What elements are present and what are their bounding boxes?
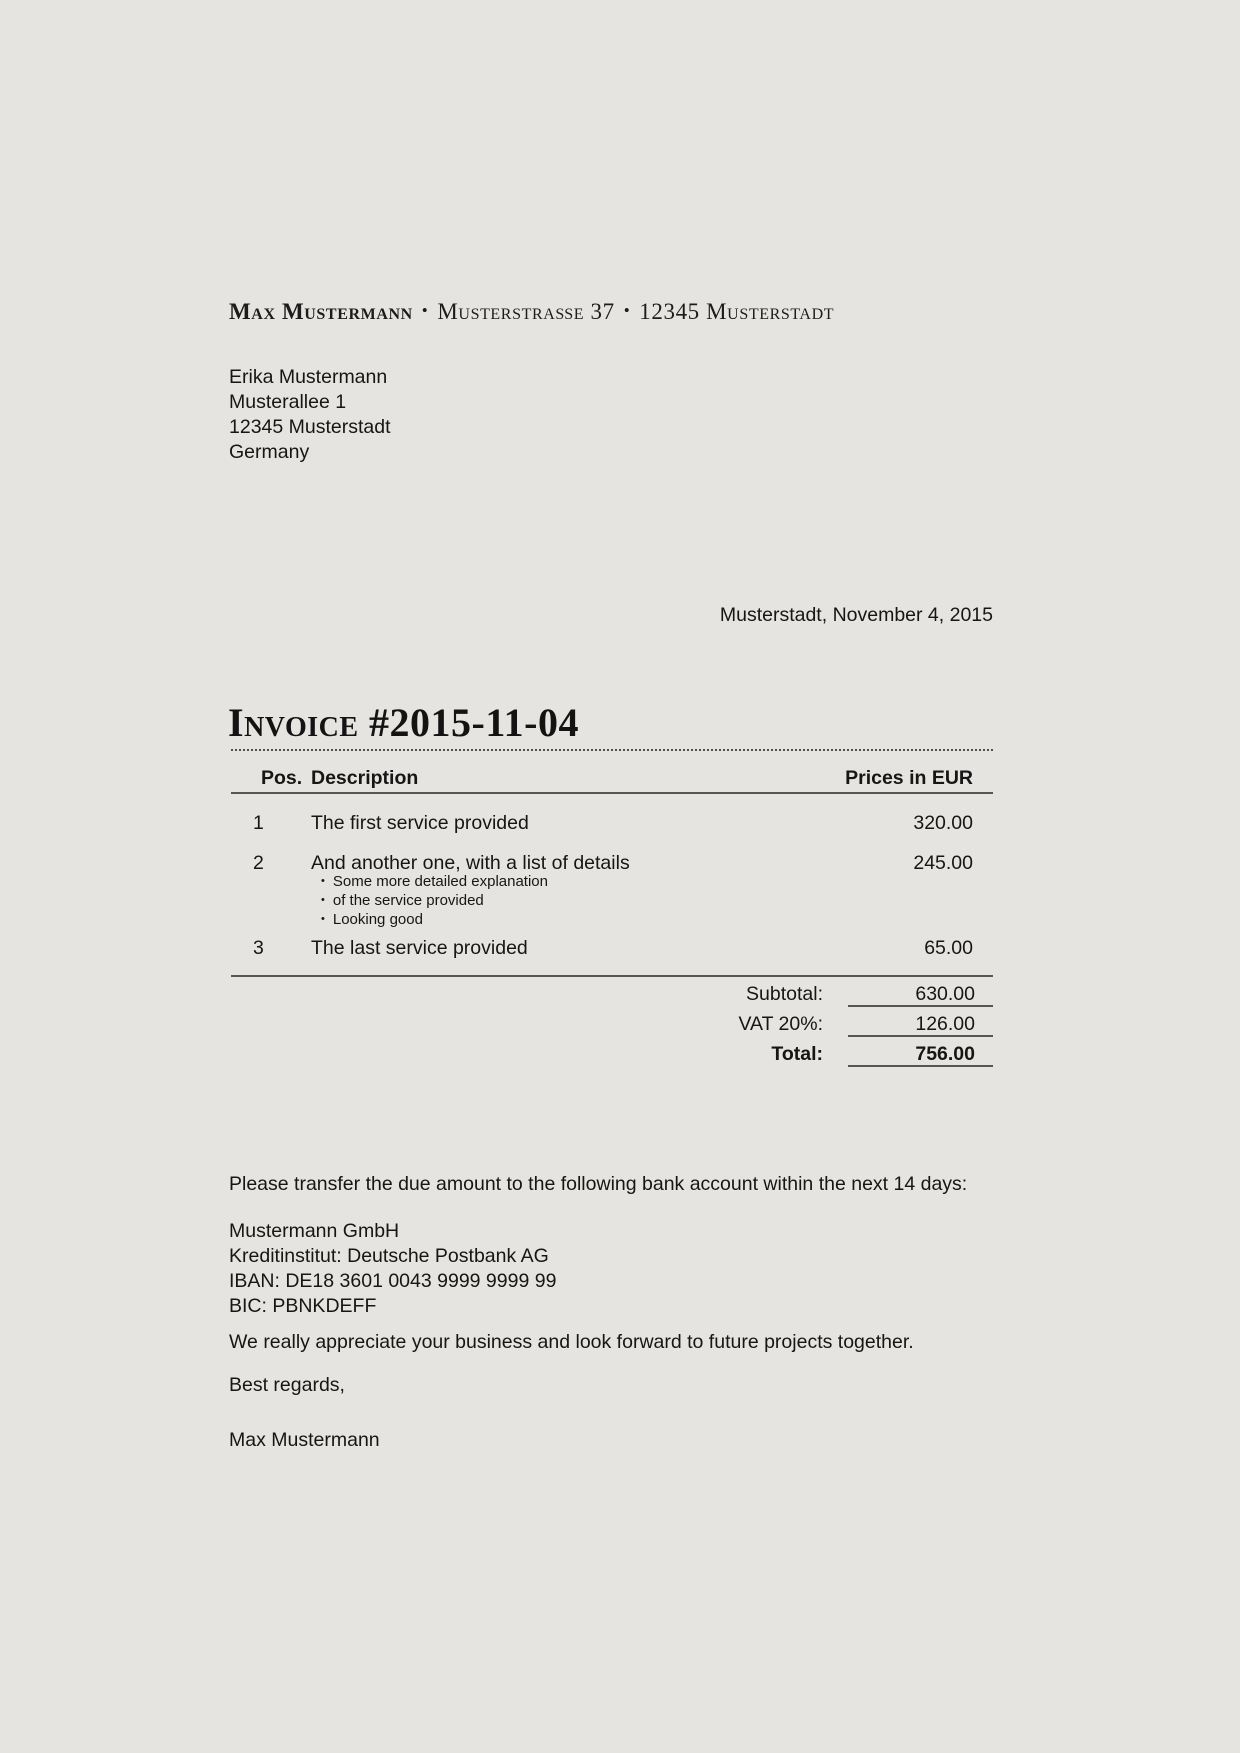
bullet-icon: • <box>321 913 325 925</box>
letterhead-separator-dot: • <box>421 301 429 320</box>
detail-item <box>321 892 548 911</box>
letterhead-city: 12345 Musterstadt <box>639 299 835 324</box>
bullet-icon: • <box>321 875 325 887</box>
bank-institute: Kreditinstitut: Deutsche Postbank AG <box>229 1245 549 1267</box>
subtotal-value: 630.00 <box>848 982 993 1007</box>
total-value: 756.00 <box>848 1042 993 1067</box>
dotted-divider <box>231 749 993 751</box>
vat-value: 126.00 <box>848 1012 993 1037</box>
appreciation-note: We really appreciate your business and look forward to future projects together. <box>229 1331 914 1353</box>
row-detail-list <box>321 873 548 930</box>
description-column-header: Description <box>311 767 419 789</box>
total-label: Total: <box>771 1043 823 1065</box>
detail-text: of the service provided <box>332 892 484 909</box>
row-pos: 1 <box>253 812 264 834</box>
row-description: The first service provided <box>311 812 529 834</box>
row-description: And another one, with a list of details <box>311 852 630 874</box>
row-pos: 2 <box>253 852 264 874</box>
detail-item <box>321 873 548 892</box>
bank-details <box>229 1219 556 1319</box>
row-pos: 3 <box>253 937 264 959</box>
detail-item <box>321 911 548 930</box>
payment-note: Please transfer the due amount to the following bank account within the next 14 days: <box>229 1173 968 1195</box>
subtotal-label: Subtotal: <box>746 983 823 1005</box>
bank-company: Mustermann GmbH <box>229 1220 400 1242</box>
letterhead-sender-name: Max Mustermann <box>229 299 413 324</box>
detail-text: Looking good <box>332 911 423 928</box>
row-price: 245.00 <box>913 852 973 874</box>
bank-iban: IBAN: DE18 3601 0043 9999 9999 99 <box>229 1270 557 1292</box>
recipient-address <box>229 365 391 465</box>
detail-text: Some more detailed explanation <box>332 873 548 890</box>
regards-line: Best regards, <box>229 1374 345 1396</box>
recipient-city: 12345 Musterstadt <box>229 416 391 438</box>
bank-bic: BIC: PBNKDEFF <box>229 1295 377 1317</box>
signature-name: Max Mustermann <box>229 1429 380 1451</box>
row-description: The last service provided <box>311 937 528 959</box>
recipient-street: Musterallee 1 <box>229 391 347 413</box>
pos-column-header: Pos. <box>261 767 303 789</box>
letterhead-separator-dot: • <box>623 301 631 320</box>
letterhead <box>229 299 834 327</box>
date-line: Musterstadt, November 4, 2015 <box>719 604 993 626</box>
row-price: 320.00 <box>913 812 973 834</box>
recipient-name: Erika Mustermann <box>229 366 388 388</box>
price-column-header: Prices in EUR <box>845 767 973 789</box>
table-header-rule <box>231 792 993 794</box>
invoice-title: Invoice #2015-11-04 <box>228 700 579 745</box>
row-price: 65.00 <box>924 937 973 959</box>
bullet-icon: • <box>321 894 325 906</box>
letterhead-street: Musterstraße 37 <box>437 299 615 324</box>
table-footer-rule <box>231 975 993 977</box>
recipient-country: Germany <box>229 441 310 463</box>
vat-label: VAT 20%: <box>738 1013 823 1035</box>
